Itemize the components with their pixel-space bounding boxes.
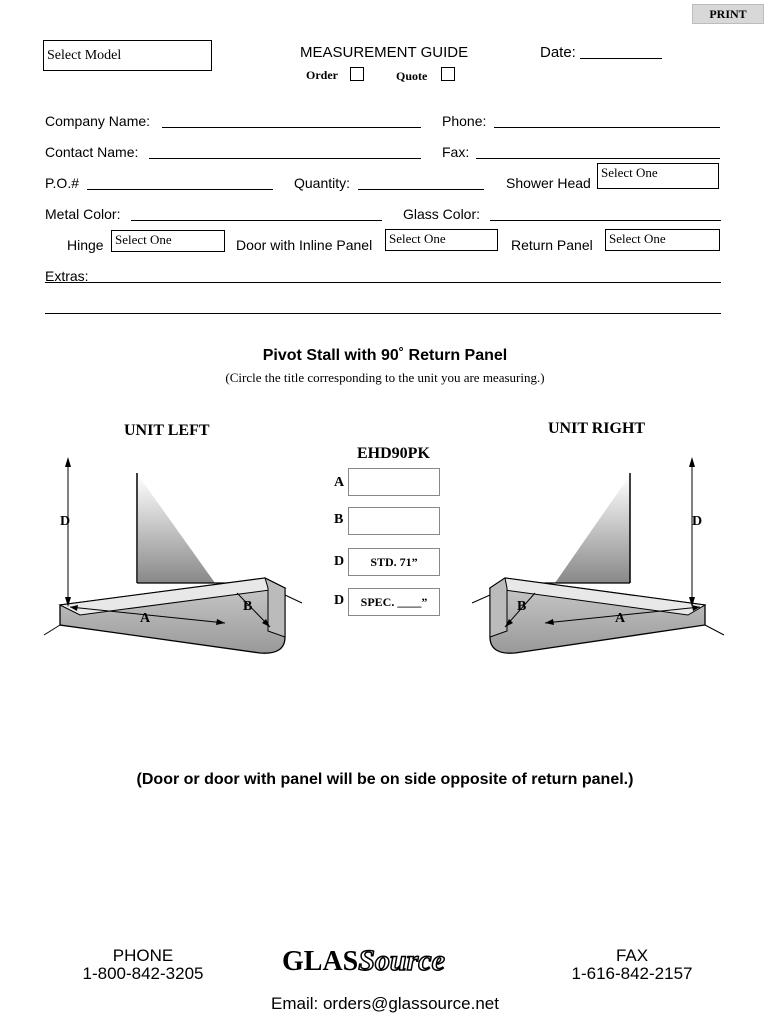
return-panel-label: Return Panel — [511, 237, 593, 253]
footer-fax-label: FAX — [615, 946, 649, 965]
order-checkbox[interactable] — [350, 67, 364, 81]
phone-field[interactable] — [494, 127, 720, 128]
glassource-logo — [282, 944, 492, 984]
footer-phone-label: PHONE — [112, 946, 174, 965]
label-d-right: D — [692, 514, 703, 529]
door-inline-panel-select[interactable]: Select One — [385, 229, 498, 251]
contact-name-label: Contact Name: — [45, 144, 139, 160]
company-name-field[interactable] — [162, 127, 421, 128]
diagram-title: Pivot Stall with 90˚ Return Panel — [262, 347, 508, 364]
measure-d-std-letter: D — [334, 554, 345, 569]
hinge-select[interactable]: Select One — [111, 230, 225, 252]
label-b-right: B — [517, 599, 527, 614]
measure-a-field[interactable] — [348, 468, 440, 496]
diagram-subtitle: (Circle the title corresponding to the unit you are measuring.) — [225, 370, 545, 385]
glass-color-label: Glass Color: — [403, 206, 481, 222]
model-code: EHD90PK — [357, 445, 430, 462]
metal-color-label: Metal Color: — [45, 206, 121, 222]
label-d-left: D — [60, 514, 71, 529]
measure-d-spec-field[interactable]: SPEC. ____” — [348, 588, 440, 616]
date-field[interactable] — [580, 58, 662, 59]
extras-label: Extras: — [45, 268, 89, 284]
shower-head-label: Shower Head — [506, 175, 591, 191]
unit-right-title[interactable]: UNIT RIGHT — [548, 420, 646, 437]
print-button[interactable]: PRINT — [692, 4, 764, 24]
measure-d-std-field[interactable]: STD. 71” — [348, 548, 440, 576]
label-b-left: B — [243, 599, 253, 614]
wall-shade — [138, 475, 215, 583]
measure-d-spec-letter: D — [334, 593, 345, 608]
po-label: P.O.# — [45, 175, 79, 191]
door-inline-panel-label: Door with Inline Panel — [236, 237, 373, 253]
fax-label: Fax: — [442, 144, 470, 160]
measure-b-letter: B — [334, 512, 344, 527]
measure-a-letter: A — [334, 475, 345, 490]
metal-color-field[interactable] — [131, 220, 382, 221]
model-select[interactable]: Select Model — [43, 40, 212, 71]
phone-label: Phone: — [442, 113, 487, 129]
unit-left-illustration — [40, 455, 320, 670]
return-panel-select[interactable]: Select One — [605, 229, 720, 251]
date-label: Date: — [540, 44, 576, 61]
quote-checkbox[interactable] — [441, 67, 455, 81]
po-field[interactable] — [87, 189, 273, 190]
door-note: (Door or door with panel will be on side opposite of return panel.) — [136, 771, 634, 788]
quantity-label: Quantity: — [294, 175, 351, 191]
glass-color-field[interactable] — [490, 220, 721, 221]
order-label: Order — [306, 68, 338, 82]
quantity-field[interactable] — [358, 189, 484, 190]
unit-left-title[interactable]: UNIT LEFT — [124, 422, 210, 439]
extras-field-line-2[interactable] — [45, 313, 721, 314]
logo-part2: Source — [358, 944, 445, 977]
footer-email[interactable]: Email: orders@glassource.net — [271, 994, 499, 1013]
unit-right-illustration — [460, 455, 740, 670]
measure-b-field[interactable] — [348, 507, 440, 535]
contact-name-field[interactable] — [149, 158, 421, 159]
quote-label: Quote — [396, 69, 428, 83]
label-a-left: A — [140, 611, 151, 626]
hinge-label: Hinge — [67, 237, 104, 253]
fax-field[interactable] — [476, 158, 720, 159]
logo-part1: GLAS — [282, 946, 359, 977]
footer-fax-number: 1-616-842-2157 — [571, 964, 693, 983]
page-title: MEASUREMENT GUIDE — [300, 44, 469, 61]
shower-head-select[interactable]: Select One — [597, 163, 719, 189]
extras-field-line-1[interactable] — [45, 282, 721, 283]
label-a-right: A — [615, 611, 626, 626]
company-name-label: Company Name: — [45, 113, 151, 129]
wall-shade — [555, 475, 630, 583]
footer-phone-number: 1-800-842-3205 — [82, 964, 204, 983]
